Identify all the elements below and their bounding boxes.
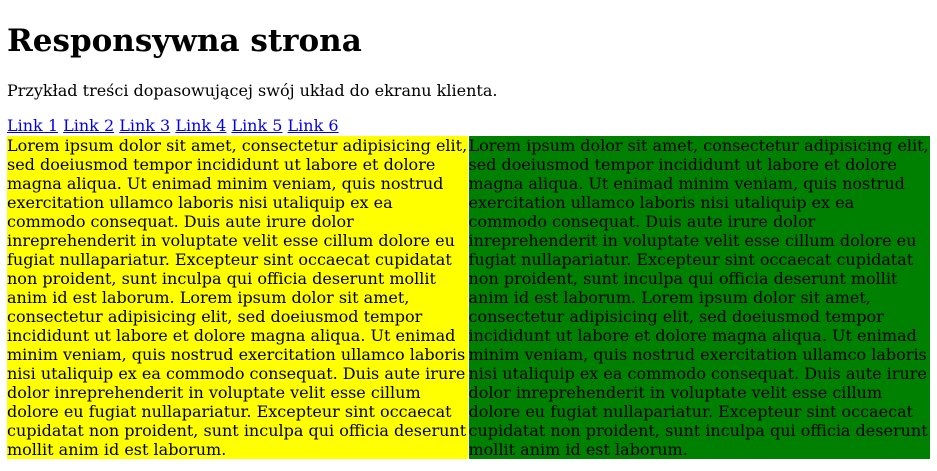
content-columns <box>7 136 930 459</box>
nav-link-1[interactable]: Link 1 <box>7 116 59 135</box>
page-title: Responsywna strona <box>7 23 362 59</box>
nav-link-4[interactable]: Link 4 <box>175 116 227 135</box>
right-column: Lorem ipsum dolor sit amet, consectetur adipisicing elit, sed doeiusmod tempor incididunt ut labore et dolore magna aliqua. Ut enimad minim veniam, quis nostrud exercitation ullamco laboris nisi utaliquip ex ea commodo consequat. Duis aute irure dolor inreprehenderit in voluptate velit esse cillum dolore eu fugiat nullapariatur. Excepteur sint occaecat cupidatat non proident, sunt inculpa qui officia deserunt mollit anim id est laborum. Lorem ipsum dolor sit amet, consectetur adipisicing elit, sed doeiusmod tempor incididunt ut labore et dolore magna aliqua. Ut enimad minim veniam, quis nostrud exercitation ullamco laboris nisi utaliquip ex ea commodo consequat. Duis aute irure dolor inreprehenderit in voluptate velit esse cillum dolore eu fugiat nullapariatur. Excepteur sint occaecat cupidatat non proident, sunt inculpa qui officia deserunt mollit anim id est laborum. <box>468 136 929 459</box>
nav-link-5[interactable]: Link 5 <box>231 116 283 135</box>
nav-link-6[interactable]: Link 6 <box>287 116 339 135</box>
left-column: Lorem ipsum dolor sit amet, consectetur adipisicing elit, sed doeiusmod tempor incididunt ut labore et dolore magna aliqua. Ut enimad minim veniam, quis nostrud exercitation ullamco laboris nisi utaliquip ex ea commodo consequat. Duis aute irure dolor inreprehenderit in voluptate velit esse cillum dolore eu fugiat nullapariatur. Excepteur sint occaecat cupidatat non proident, sunt inculpa qui officia deserunt mollit anim id est laborum. Lorem ipsum dolor sit amet, consectetur adipisicing elit, sed doeiusmod tempor incididunt ut labore et dolore magna aliqua. Ut enimad minim veniam, quis nostrud exercitation ullamco laboris nisi utaliquip ex ea commodo consequat. Duis aute irure dolor inreprehenderit in voluptate velit esse cillum dolore eu fugiat nullapariatur. Excepteur sint occaecat cupidatat non proident, sunt inculpa qui officia deserunt mollit anim id est laborum. <box>7 136 468 459</box>
nav-link-3[interactable]: Link 3 <box>119 116 171 135</box>
nav-link-2[interactable]: Link 2 <box>63 116 115 135</box>
nav-links <box>7 116 339 136</box>
intro-text: Przykład treści dopasowującej swój układ do ekranu klienta. <box>7 81 498 100</box>
